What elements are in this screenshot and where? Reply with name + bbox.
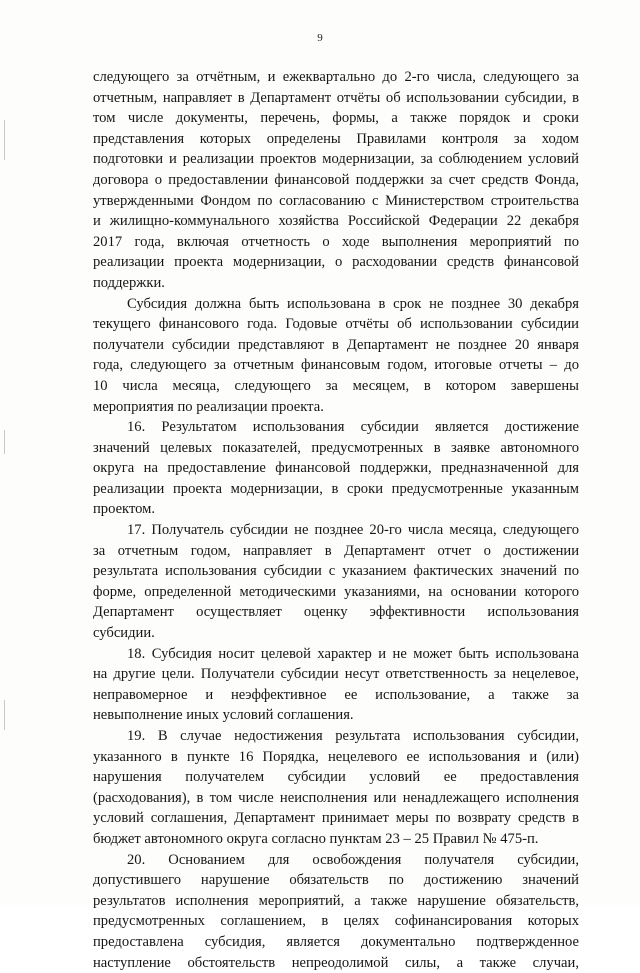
text-line: невыполнение иных условий соглашения.	[93, 707, 354, 724]
text-line: указанного в пункте 16 Порядка, нецелевого ее использования и (или)	[93, 748, 579, 765]
text-line: наступление обстоятельств непреодолимой силы, а также случаи,	[93, 954, 579, 971]
text-line: том числе документы, перечень, формы, а также порядок и сроки	[93, 110, 579, 127]
document-body	[93, 67, 579, 973]
text-line: субсидии.	[93, 625, 155, 642]
text-line: результата использования субсидии с указанием фактических значений по	[93, 563, 579, 580]
text-line: представления которых определены Правилами контроля за ходом	[93, 130, 579, 147]
text-line: следующего за отчётным, и ежеквартально до 2-го числа, следующего за	[93, 69, 579, 85]
text-line: форме, определенной методическими указаниями, на основании которого	[93, 583, 579, 600]
text-line: Департамент осуществляет оценку эффективности использования	[93, 604, 579, 621]
text-line: 10 числа месяца, следующего за месяцем, в котором завершены	[93, 377, 579, 394]
text-line: мероприятия по реализации проекта.	[93, 398, 324, 415]
text-line: на другие цели. Получатели субсидии несут ответственность за нецелевое,	[93, 666, 579, 683]
text-line: реализации проекта модернизации, в сроки предусмотренные указанным	[93, 480, 579, 497]
text-line: условий соглашения, Департамент принимает меры по возврату средств в	[93, 810, 579, 827]
text-line: проектом.	[93, 501, 156, 518]
text-line: 16. Результатом использования субсидии является достижение	[127, 419, 579, 436]
text-line: реализации проекта модернизации, о расходовании средств финансовой	[93, 254, 579, 271]
text-line: 2017 года, включая отчетность о ходе выполнения мероприятий по	[93, 233, 579, 250]
scan-edge-mark	[4, 430, 5, 454]
text-line: отчетным, направляет в Департамент отчёты об использовании субсидии, в	[93, 89, 579, 106]
scan-edge-mark	[4, 120, 5, 160]
text-line: (расходования), в том числе неисполнения или ненадлежащего исполнения	[93, 789, 579, 806]
text-line: за отчетным годом, направляет в Департамент отчет о достижении	[93, 542, 579, 559]
text-line: Субсидия должна быть использована в срок не позднее 30 декабря	[127, 295, 579, 312]
text-line: бюджет автономного округа согласно пунктам 23 – 25 Правил № 475-п.	[93, 830, 539, 847]
text-line: и жилищно-коммунального хозяйства Российской Федерации 22 декабря	[93, 213, 579, 230]
text-line: года, следующего за отчетным финансовым годом, итоговые отчеты – до	[93, 357, 579, 374]
text-line: значений целевых показателей, предусмотренных в заявке автономного	[93, 439, 579, 456]
text-line: 17. Получатель субсидии не позднее 20-го числа месяца, следующего	[127, 522, 579, 539]
text-line: округа на предоставление финансовой поддержки, предназначенной для	[93, 460, 579, 477]
text-line: 20. Основанием для освобождения получателя субсидии,	[127, 851, 579, 868]
text-line: поддержки.	[93, 274, 165, 291]
text-line: утвержденными Фондом по согласованию с Министерством строительства	[93, 192, 579, 209]
text-line: неправомерное и неэффективное ее использование, а также за	[93, 686, 579, 703]
page-number: 9	[317, 32, 323, 44]
text-line: договора о предоставлении финансовой поддержки за счет средств Фонда,	[93, 171, 579, 188]
text-line: предусмотренных соглашением, в целях софинансирования которых	[93, 913, 579, 930]
text-line: нарушения получателем субсидии условий ее предоставления	[93, 769, 579, 786]
text-line: допустившего нарушение обязательств по достижению значений	[93, 872, 579, 889]
text-line: 19. В случае недостижения результата использования субсидии,	[127, 728, 579, 744]
text-line: текущего финансового года. Годовые отчёты об использовании субсидии	[93, 316, 579, 333]
text-line: результатов исполнения мероприятий, а также нарушение обязательств,	[93, 892, 579, 909]
text-line: получатели субсидии представляют в Департамент не позднее 20 января	[93, 336, 579, 353]
text-line: 18. Субсидия носит целевой характер и не может быть использована	[127, 645, 579, 662]
text-line: подготовки и реализации проектов модернизации, за соблюдением условий	[93, 151, 579, 168]
scan-edge-mark	[4, 700, 5, 730]
text-line: предоставлена субсидия, является документально подтвержденное	[93, 933, 579, 950]
